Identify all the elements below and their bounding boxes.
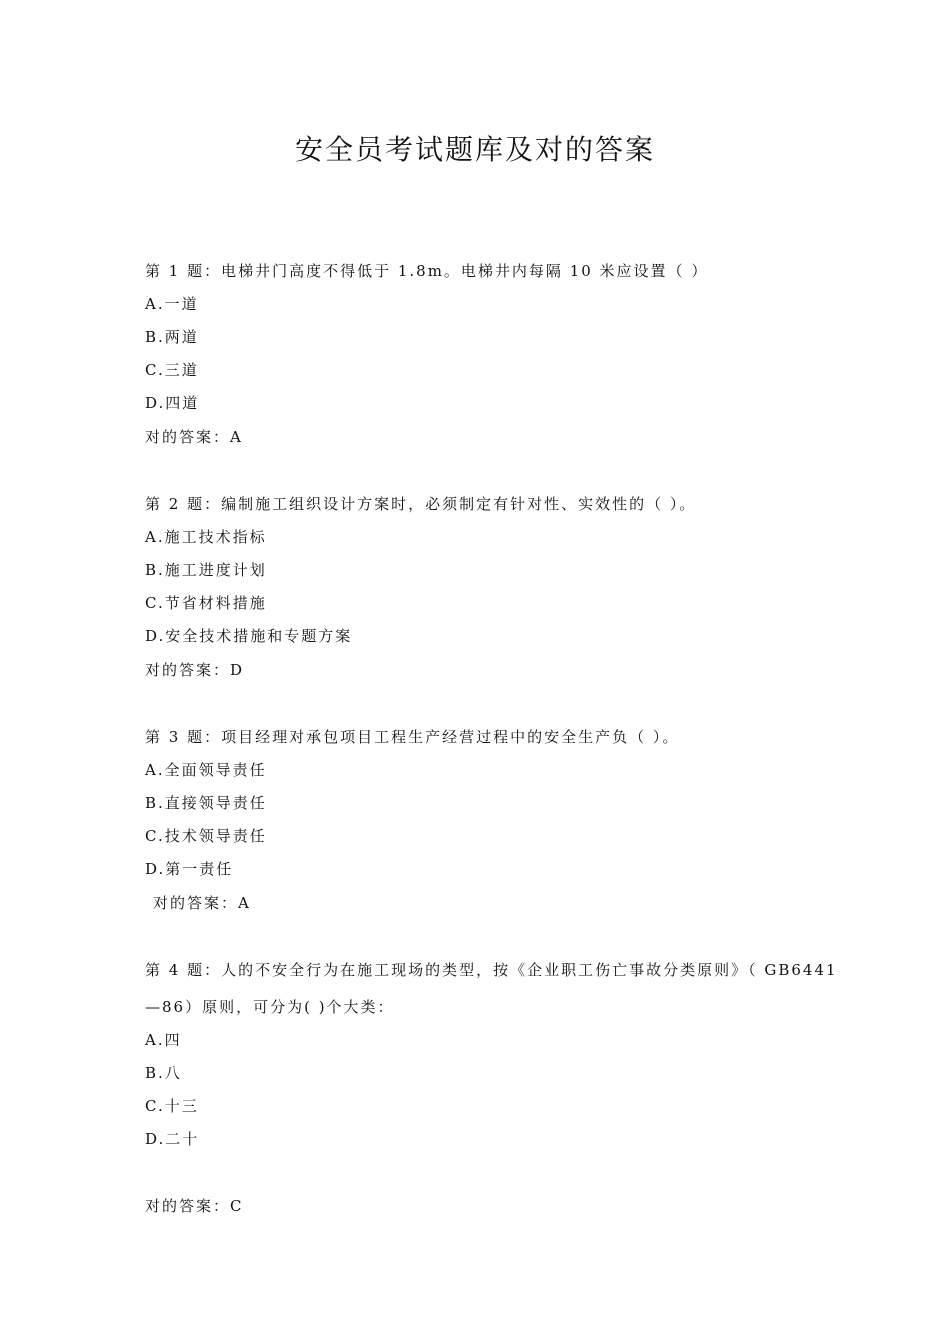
question-1-answer: 对的答案：A — [145, 428, 243, 446]
question-2-option-a: A.施工技术指标 — [145, 528, 267, 546]
question-2-answer: 对的答案：D — [145, 661, 245, 679]
question-4-stem: 第 4 题：人的不安全行为在施工现场的类型，按《企业职工伤亡事故分类原则》（ GB6441 — [145, 961, 838, 979]
question-1-option-c: C.三道 — [145, 361, 199, 379]
question-2-option-b: B.施工进度计划 — [145, 561, 267, 579]
question-2-option-c: C.节省材料措施 — [145, 594, 267, 612]
question-4-option-d: D.二十 — [145, 1130, 200, 1148]
question-4-option-a: A.四 — [145, 1031, 182, 1049]
question-3-option-a: A.全面领导责任 — [145, 761, 267, 779]
question-1-option-d: D.四道 — [145, 394, 200, 412]
question-3-option-d: D.第一责任 — [145, 860, 234, 878]
question-1-option-a: A.一道 — [145, 295, 199, 313]
question-1-stem: 第 1 题：电梯井门高度不得低于 1.8m。电梯井内每隔 10 米应设置（ ） — [145, 262, 709, 280]
document-title: 安全员考试题库及对的答案 — [294, 133, 655, 166]
question-1-option-b: B.两道 — [145, 328, 199, 346]
question-4-answer: 对的答案：C — [145, 1197, 244, 1215]
question-4-option-c: C.十三 — [145, 1097, 199, 1115]
question-2-stem: 第 2 题：编制施工组织设计方案时，必须制定有针对性、实效性的（ ）。 — [145, 495, 697, 513]
question-4-option-b: B.八 — [145, 1064, 182, 1082]
question-2-option-d: D.安全技术措施和专题方案 — [145, 627, 353, 645]
question-3-stem: 第 3 题：项目经理对承包项目工程生产经营过程中的安全生产负（ ）。 — [145, 728, 680, 746]
question-3-option-b: B.直接领导责任 — [145, 794, 267, 812]
question-3-answer: 对的答案：A — [153, 894, 251, 912]
question-4-stem-continued: —86）原则，可分为( )个大类： — [145, 998, 395, 1016]
question-3-option-c: C.技术领导责任 — [145, 827, 267, 845]
